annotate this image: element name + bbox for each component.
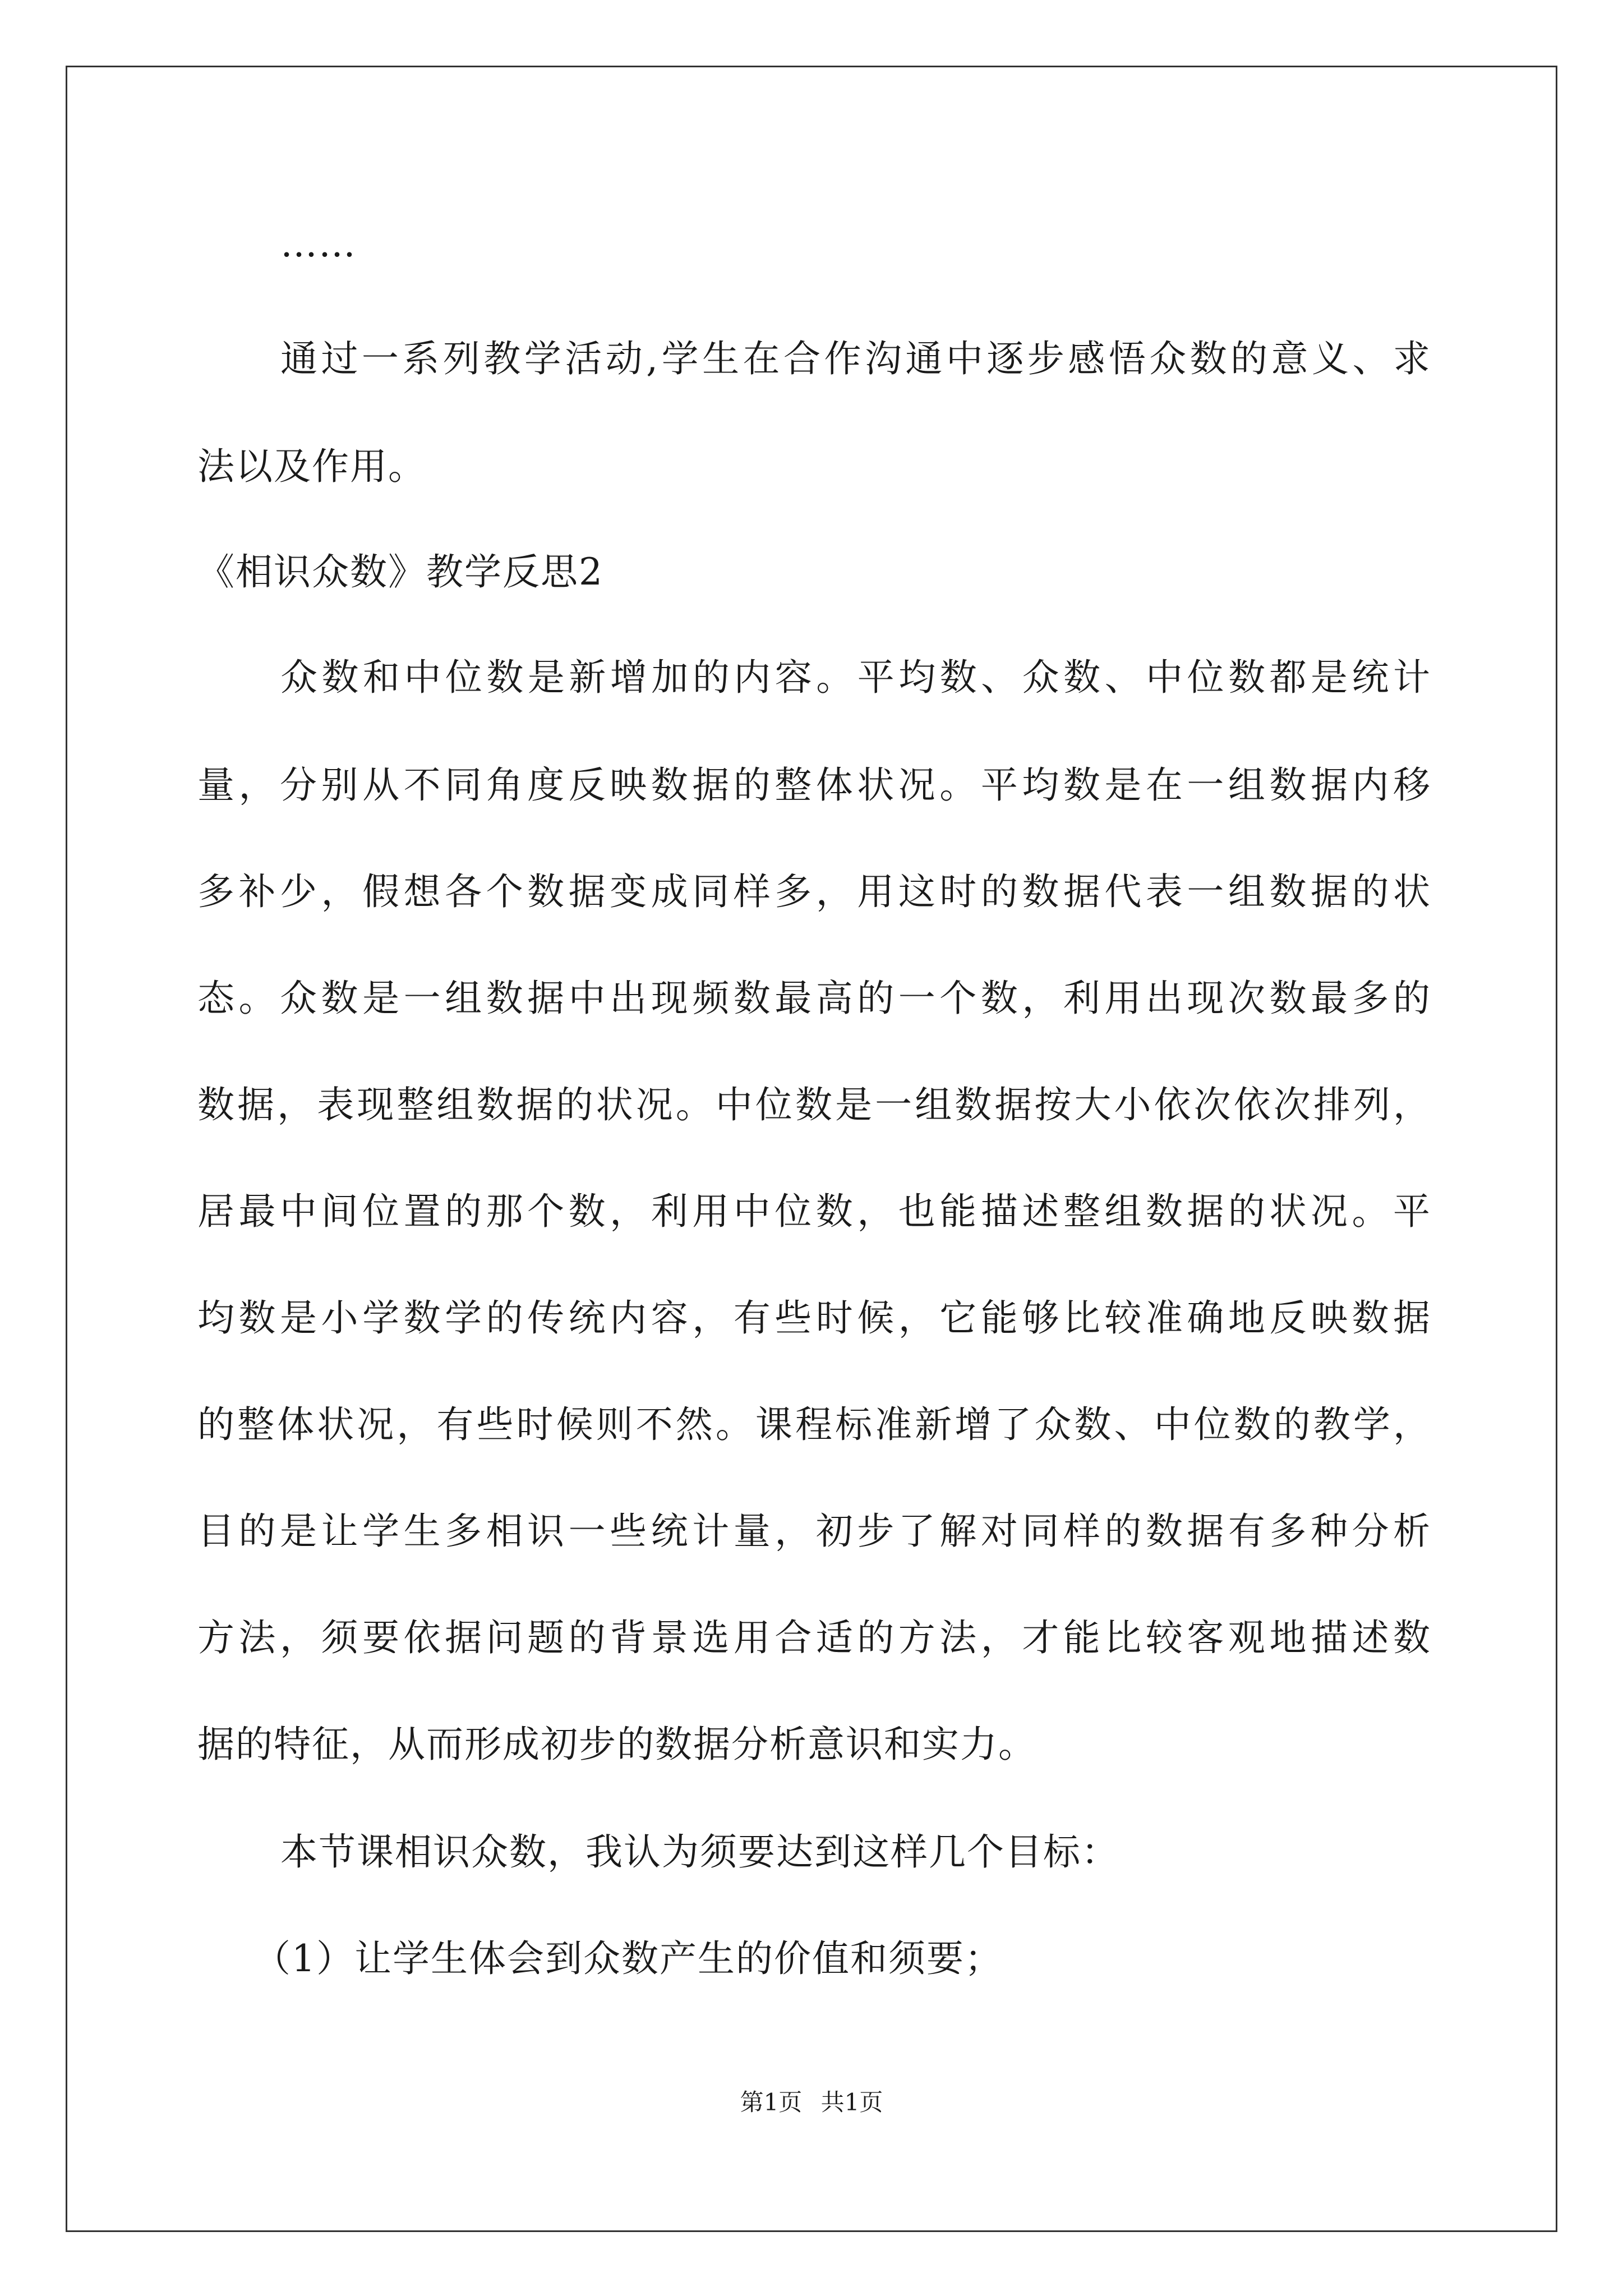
paragraph-line: 多补少，假想各个数据变成同样多，用这时的数据代表一组数据的状 <box>197 870 1431 913</box>
paragraph-line: 法以及作用。 <box>197 445 426 488</box>
paragraph-line: 的整体状况，有些时候则不然。课程标准新增了众数、中位数的教学， <box>197 1403 1431 1446</box>
paragraph-line: 居最中间位置的那个数，利用中位数，也能描述整组数据的状况。平 <box>197 1190 1431 1233</box>
paragraph-line: 态。众数是一组数据中出现频数最高的一个数，利用出现次数最多的 <box>197 977 1431 1020</box>
paragraph-line: 目的是让学生多相识一些统计量，初步了解对同样的数据有多种分析 <box>197 1510 1431 1553</box>
paragraph-line: 据的特征，从而形成初步的数据分析意识和实力。 <box>197 1723 1036 1766</box>
paragraph-line: 本节课相识众数，我认为须要达到这样几个目标： <box>280 1830 1119 1874</box>
page-total: 共1页 <box>820 2088 883 2116</box>
list-item: （1）让学生体会到众数产生的价值和须要； <box>253 1937 1003 1980</box>
section-heading: 《相识众数》教学反思2 <box>197 550 603 593</box>
ellipsis-line: …… <box>280 222 357 265</box>
paragraph-line: 量，分别从不同角度反映数据的整体状况。平均数是在一组数据内移 <box>197 763 1431 807</box>
paragraph-line: 数据，表现整组数据的状况。中位数是一组数据按大小依次依次排列， <box>197 1083 1431 1126</box>
page-frame <box>66 66 1557 2232</box>
paragraph-line: 众数和中位数是新增加的内容。平均数、众数、中位数都是统计 <box>280 656 1431 699</box>
paragraph-line: 均数是小学数学的传统内容，有些时候，它能够比较准确地反映数据 <box>197 1296 1431 1340</box>
paragraph-line: 通过一系列教学活动,学生在合作沟通中逐步感悟众数的意义、求 <box>280 337 1431 380</box>
page-footer <box>0 2088 1623 2117</box>
page-number: 第1页 <box>740 2088 803 2116</box>
paragraph-line: 方法，须要依据问题的背景选用合适的方法，才能比较客观地描述数 <box>197 1616 1431 1659</box>
